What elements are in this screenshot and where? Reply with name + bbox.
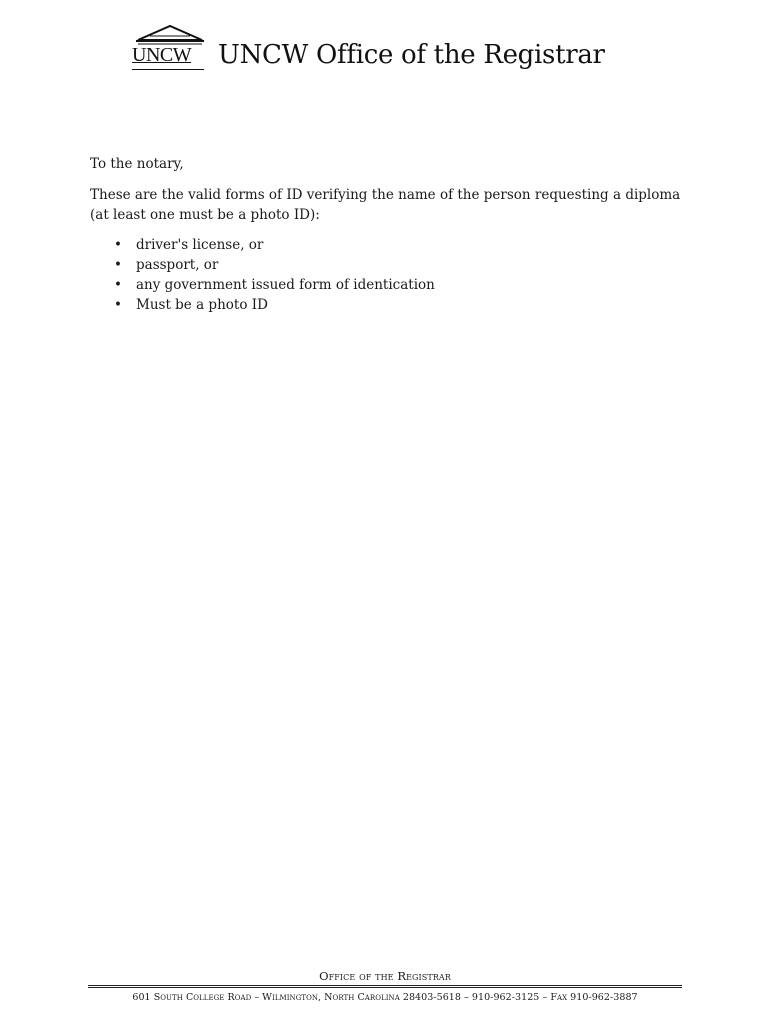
letter-body: [90, 154, 690, 315]
uncw-logo: [132, 24, 208, 72]
list-item: [90, 235, 690, 255]
list-item-text: any government issued form of identication: [136, 277, 435, 293]
footer-address: 601 South College Road – Wilmington, North Carolina 28403-5618 – 910-962-3125 – Fax 910-962-3887: [132, 992, 638, 1003]
list-item: [90, 255, 690, 275]
logo-wordmark: UNCW: [132, 44, 192, 66]
letterhead: [132, 22, 605, 72]
valid-id-list: [90, 235, 690, 315]
list-item-text: passport, or: [136, 257, 219, 273]
footer: [88, 968, 682, 1005]
bullet-icon: •: [114, 277, 122, 293]
bullet-icon: •: [114, 237, 122, 253]
page-title: UNCW Office of the Registrar: [218, 40, 605, 70]
bullet-icon: •: [114, 297, 122, 313]
footer-office-name: Office of the Registrar: [319, 969, 451, 983]
list-item-text: driver's license, or: [136, 237, 264, 253]
bullet-icon: •: [114, 257, 122, 273]
intro-paragraph: These are the valid forms of ID verifying the name of the person requesting a diploma (at least one must be a photo ID):: [90, 187, 681, 223]
building-pediment-icon: [132, 24, 208, 46]
list-item: [90, 275, 690, 295]
salutation: To the notary,: [90, 156, 184, 172]
logo-underline: [132, 69, 204, 70]
list-item: [90, 295, 690, 315]
list-item-text: Must be a photo ID: [136, 297, 268, 313]
footer-divider: [88, 985, 682, 988]
